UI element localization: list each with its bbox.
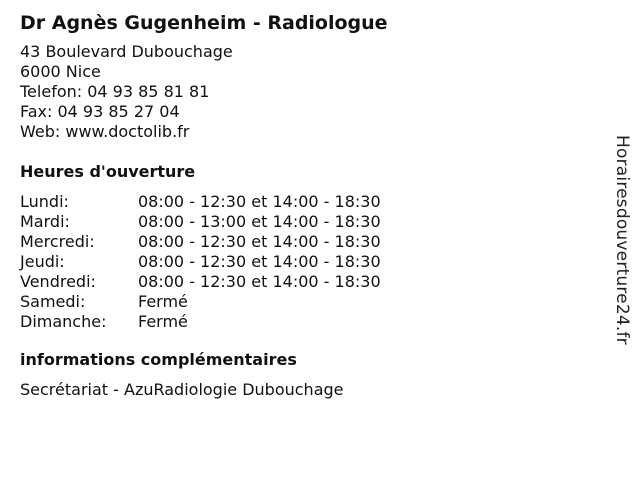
hours-row-dimanche bbox=[20, 312, 600, 332]
city: 6000 Nice bbox=[20, 62, 101, 81]
hours-row-lundi bbox=[20, 192, 600, 212]
street-address: 43 Boulevard Dubouchage bbox=[20, 42, 233, 61]
day-label: Samedi: bbox=[20, 292, 86, 311]
phone-number[interactable]: Telefon: 04 93 85 81 81 bbox=[20, 82, 210, 101]
day-label: Mardi: bbox=[20, 212, 70, 231]
time-value: 08:00 - 12:30 et 14:00 - 18:30 bbox=[138, 272, 381, 291]
time-value: Fermé bbox=[138, 312, 188, 331]
opening-hours-heading: Heures d'ouverture bbox=[20, 162, 196, 181]
time-value: 08:00 - 13:00 et 14:00 - 18:30 bbox=[138, 212, 381, 231]
day-label: Jeudi: bbox=[20, 252, 65, 271]
day-label: Lundi: bbox=[20, 192, 69, 211]
address-block bbox=[20, 42, 600, 142]
hours-row-mardi bbox=[20, 212, 600, 232]
day-label: Vendredi: bbox=[20, 272, 96, 291]
site-watermark: Horairesdouverture24.fr bbox=[612, 135, 632, 345]
page-title: Dr Agnès Gugenheim - Radiologue bbox=[20, 12, 388, 34]
hours-row-mercredi bbox=[20, 232, 600, 252]
hours-row-jeudi bbox=[20, 252, 600, 272]
opening-hours-table bbox=[20, 192, 600, 332]
hours-row-samedi bbox=[20, 292, 600, 312]
day-label: Dimanche: bbox=[20, 312, 107, 331]
time-value: 08:00 - 12:30 et 14:00 - 18:30 bbox=[138, 252, 381, 271]
fax-number: Fax: 04 93 85 27 04 bbox=[20, 102, 180, 121]
day-label: Mercredi: bbox=[20, 232, 95, 251]
additional-info-heading: informations complémentaires bbox=[20, 350, 297, 369]
hours-row-vendredi bbox=[20, 272, 600, 292]
additional-info-text: Secrétariat - AzuRadiologie Dubouchage bbox=[20, 380, 344, 399]
business-card bbox=[20, 10, 600, 400]
time-value: 08:00 - 12:30 et 14:00 - 18:30 bbox=[138, 192, 381, 211]
website[interactable]: Web: www.doctolib.fr bbox=[20, 122, 190, 141]
time-value: Fermé bbox=[138, 292, 188, 311]
time-value: 08:00 - 12:30 et 14:00 - 18:30 bbox=[138, 232, 381, 251]
